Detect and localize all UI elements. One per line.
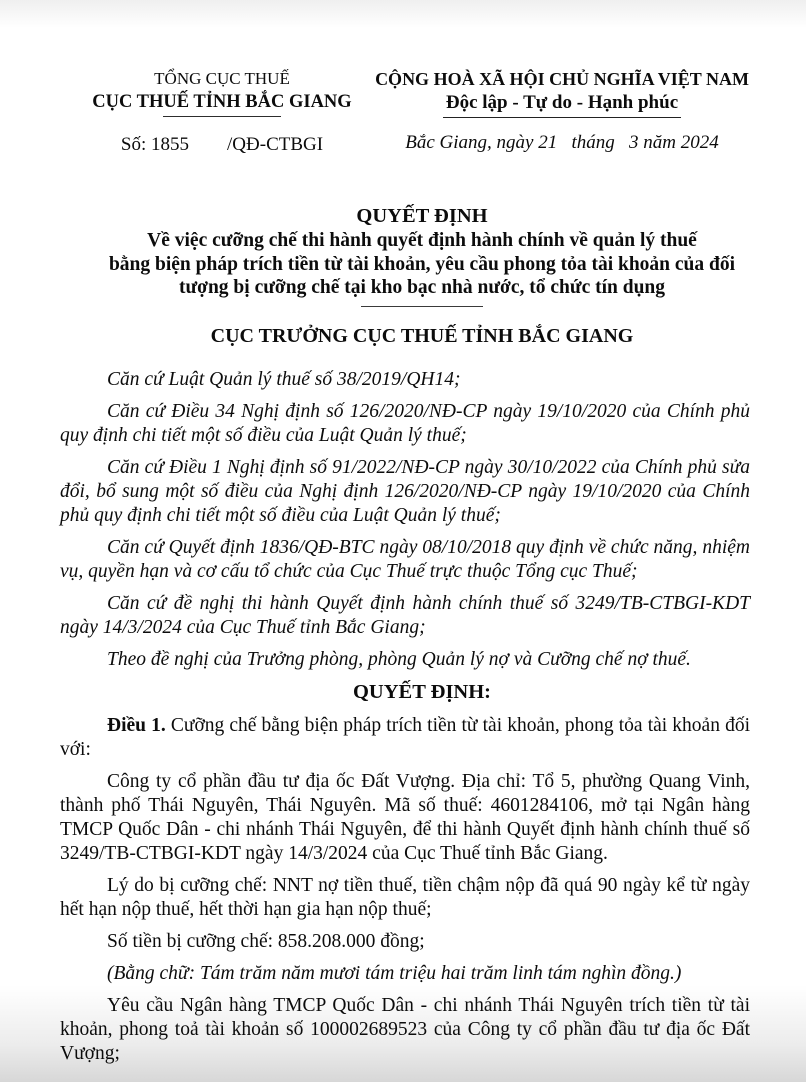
article-1-text: Cưỡng chế bằng biện pháp trích tiền từ tài khoản, phong tỏa tài khoản đối với: xyxy=(60,714,750,760)
enforced-party-paragraph: Công ty cổ phần đầu tư địa ốc Đất Vượng. Địa chỉ: Tổ 5, phường Quang Vinh, thành phố Thái Nguyên, Thái Nguyên. Mã số thuế: 4601284106, mở tại Ngân hàng TMCP Quốc Dân - chi nhánh Thái Nguyên, để thi hành Quyết định hành chính thuế số 3249/TB-CTBGI-KDT ngày 14/3/2024 của Cục Thuế tỉnh Bắc Giang. xyxy=(60,770,750,864)
national-motto xyxy=(368,91,756,118)
legal-basis-paragraph: Căn cứ Quyết định 1836/QĐ-BTC ngày 08/10/2018 quy định về chức năng, nhiệm vụ, quyền hạn và cơ cấu tổ chức của Cục Thuế trực thuộc Tổng cục Thuế; xyxy=(60,536,750,582)
issuing-agency-name: CỤC THUẾ TỈNH BẮC GIANG xyxy=(92,92,352,112)
parent-agency-name: TỔNG CỤC THUẾ xyxy=(154,69,290,88)
title-divider xyxy=(361,306,483,307)
place-and-date: Bắc Giang, ngày 21 tháng 3 năm 2024 xyxy=(405,132,719,153)
enforced-amount-paragraph: Số tiền bị cưỡng chế: 858.208.000 đồng; xyxy=(107,930,425,952)
legal-basis-paragraph: Theo đề nghị của Trưởng phòng, phòng Quản lý nợ và Cưỡng chế nợ thuế. xyxy=(107,648,691,670)
legal-basis-paragraph: Căn cứ Luật Quản lý thuế số 38/2019/QH14; xyxy=(107,368,461,390)
enforcement-reason-paragraph: Lý do bị cưỡng chế: NNT nợ tiền thuế, tiền chậm nộp đã quá 90 ngày kể từ ngày hết hạn nộp thuế, hết thời hạn gia hạn nộp thuế; xyxy=(60,874,750,920)
national-motto-text: Độc lập - Tự do - Hạnh phúc xyxy=(443,91,681,118)
decision-subject-line: bằng biện pháp trích tiền từ tài khoản, yêu cầu phong tỏa tài khoản của đối xyxy=(108,253,736,275)
document-body xyxy=(60,368,750,1066)
document-number xyxy=(82,133,362,157)
legal-basis-paragraph: Căn cứ Điều 34 Nghị định số 126/2020/NĐ-CP ngày 19/10/2020 của Chính phủ quy định chi tiết một số điều của Luật Quản lý thuế; xyxy=(60,400,750,446)
decision-title-block xyxy=(94,204,750,349)
agency-underline xyxy=(163,116,281,117)
decision-title: QUYẾT ĐỊNH xyxy=(356,205,488,227)
national-header-block xyxy=(368,68,756,156)
letterhead xyxy=(60,68,750,162)
decision-subject-line: tượng bị cưỡng chế tại kho bạc nhà nước, tổ chức tín dụng xyxy=(178,277,666,298)
decision-subject-line: Về việc cưỡng chế thi hành quyết định hành chính về quản lý thuế xyxy=(147,230,697,251)
article-1-label: Điều 1. xyxy=(107,714,166,736)
article-1-paragraph xyxy=(60,714,750,762)
legal-basis-paragraph: Căn cứ Điều 1 Nghị định số 91/2022/NĐ-CP ngày 30/10/2022 của Chính phủ sửa đổi, bổ sung một số điều của Nghị định 126/2020/NĐ-CP ngày 19/10/2020 của Chính phủ quy định chi tiết một số điều của Luật Quản lý thuế; xyxy=(60,456,750,526)
decision-heading: QUYẾT ĐỊNH: xyxy=(352,680,491,703)
amount-in-words-paragraph: (Bằng chữ: Tám trăm năm mươi tám triệu hai trăm linh tám nghìn đồng.) xyxy=(107,962,682,984)
issuing-agency-block xyxy=(82,68,362,157)
legal-basis-paragraph: Căn cứ đề nghị thi hành Quyết định hành chính thuế số 3249/TB-CTBGI-KDT ngày 14/3/2024 của Cục Thuế tỉnh Bắc Giang; xyxy=(60,592,750,638)
national-title: CỘNG HOÀ XÃ HỘI CHỦ NGHĨA VIỆT NAM xyxy=(375,69,749,89)
issuer-title: CỤC TRƯỞNG CỤC THUẾ TỈNH BẮC GIANG xyxy=(210,324,634,347)
bank-request-paragraph: Yêu cầu Ngân hàng TMCP Quốc Dân - chi nhánh Thái Nguyên trích tiền từ tài khoản, phong toả tài khoản số 100002689523 của Công ty cổ phần đầu tư địa ốc Đất Vượng; xyxy=(60,994,750,1064)
document-number-label: Số: 1855 xyxy=(120,134,190,155)
document-number-suffix: /QĐ-CTBGI xyxy=(227,134,324,155)
